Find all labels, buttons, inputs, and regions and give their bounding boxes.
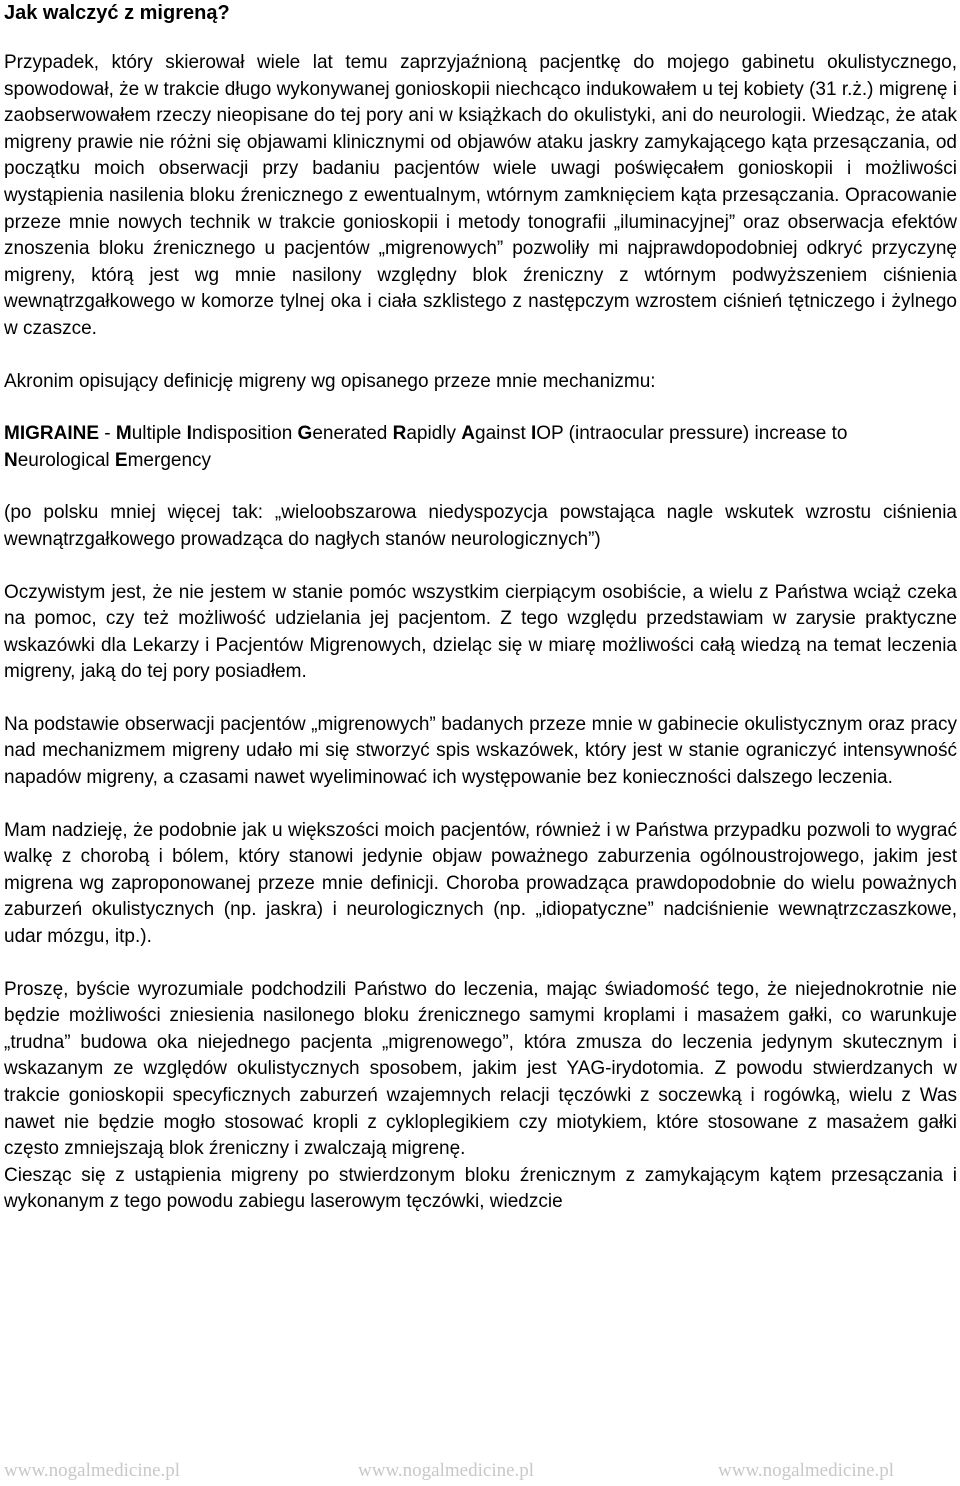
paragraph-treatment: Proszę, byście wyrozumiale podchodzili Państwo do leczenia, mając świadomość tego, że niejednokrotnie nie będzie możliwości zniesienia nasilonego bloku źrenicznego samymi kroplami i masażem gałki, co warunkuje „trudna” budowa oka niejednego pacjenta „migrenowego”, która zmusza do leczenia jedynym skutecznym i wskazanym ze względów okulistycznych sposobem, jakim jest YAG-irydotomia. Z powodu stwierdzanych w trakcie gonioskopii specyficznych zaburzeń wzajemnych relacji tęczówki z soczewką i rogówką, wielu z Was nawet nie będzie mogło stosować kropli z cykloplegikiem czy miotykiem, które stosowane z masażem gałki często zmniejszają blok źreniczny i zwalczają migrenę.: [4, 978, 957, 1160]
acronym-letter: R: [392, 423, 407, 445]
acronym-letter: N: [4, 449, 18, 471]
acronym-text: ndisposition: [191, 423, 298, 445]
acronym-letter: M: [115, 423, 132, 445]
acronym-text: ultiple: [131, 423, 187, 445]
acronym-letter: A: [461, 423, 476, 445]
acronym-definition: [4, 421, 957, 474]
acronym-text: eurological: [17, 449, 115, 471]
acronym-letter: G: [297, 423, 313, 445]
paragraph-intro: Przypadek, który skierował wiele lat temu zaprzyjaźnioną pacjentkę do mojego gabinetu okulistycznego, spowodował, że w trakcie długo wykonywanej gonioskopii niechcąco indukowałem u tej kobiety (31 r.ż.) migrenę i zaobserwowałem rzeczy nieopisane do tej pory ani w książkach do okulistyki, ani do neurologii. Wiedząc, że atak migreny prawie nie różni się objawami klinicznymi od objawów ataku jaskry zamykającego kąta przesączania, od początku moich obserwacji przy badaniu pacjentów wiele uwagi poświęcałem gonioskopii i możliwości wystąpienia nasilenia bloku źrenicznego z ewentualnym, wtórnym zamknięciem kąta przesączania. Opracowanie przeze mnie nowych technik w trakcie gonioskopii i metody tonografii „iluminacyjnej” oraz obserwacja efektów znoszenia bloku źrenicznego u pacjentów „migrenowych” pozwoliły mi najprawdopodobniej odkryć przyczynę migreny, którą jest wg mnie nasilony względny blok źreniczny z wtórnym podwyższeniem ciśnienia wewnątrzgałkowego w komorze tylnej oka i ciała szklistego z następczym wzrostem ciśnień tętniczego i żylnego w czaszce.: [4, 52, 957, 339]
acronym-text: apidly: [406, 423, 462, 445]
paragraph-hope: Mam nadzieję, że podobnie jak u większości moich pacjentów, również i w Państwa przypadku pozwoli to wygrać walkę z chorobą i bólem, który stanowi jedynie objaw poważnego zaburzenia ogólnoustrojowego, jakim jest migrena wg zaproponowanej przeze mnie definicji. Choroba prowadząca prawdopodobnie do wielu poważnych zaburzeń okulistycznych (np. jaskra) i neurologicznych (np. „idiopatyczne” nadciśnienie wewnątrzczaszkowe, udar mózgu, itp.).: [4, 819, 957, 948]
footer-url: www.nogalmedicine.pl: [358, 1460, 535, 1481]
footer-url: www.nogalmedicine.pl: [718, 1460, 895, 1481]
footer-url: www.nogalmedicine.pl: [4, 1460, 181, 1481]
acronym-letter: I: [186, 423, 192, 445]
paragraph-polish-translation: (po polsku mniej więcej tak: „wieloobszarowa niedyspozycja powstająca nagle wskutek wzrostu ciśnienia wewnątrzgałkowego prowadząca do nagłych stanów neurologicznych”): [4, 502, 957, 550]
acronym-letter: E: [114, 449, 128, 471]
acronym-text: mergency: [127, 449, 212, 471]
acronym-text: -: [99, 423, 116, 445]
paragraph-acronym-intro: Akronim opisujący definicję migreny wg opisanego przeze mnie mechanizmu:: [4, 370, 656, 392]
document-page: [4, 0, 957, 1216]
paragraph-observations: Na podstawie obserwacji pacjentów „migrenowych” badanych przeze mnie w gabinecie okulistycznym oraz pracy nad mechanizmem migreny udało mi się stworzyć spis wskazówek, który jest w stanie ograniczyć intensywność napadów migreny, a czasami nawet wyeliminować ich występowanie bez konieczności dalszego leczenia.: [4, 713, 957, 789]
document-title: Jak walczyć z migreną?: [4, 2, 230, 24]
paragraph-help: Oczywistym jest, że nie jestem w stanie pomóc wszystkim cierpiącym osobiście, a wielu z Państwa wciąż czeka na pomoc, czy też możliwość udzielania jej pacjentom. Z tego względu przedstawiam w zarysie praktyczne wskazówki dla Lekarzy i Pacjentów Migrenowych, dzieląc się w miarę możliwości całą wiedzą na temat leczenia migreny, jaką do tej pory posiadłem.: [4, 581, 957, 683]
acronym-text: enerated: [312, 423, 393, 445]
paragraph-laser: Ciesząc się z ustąpienia migreny po stwierdzonym bloku źrenicznym z zamykającym kątem przesączania i wykonanym z tego powodu zabiegu laserowym tęczówki, wiedzcie: [4, 1164, 957, 1213]
acronym-letter: I: [531, 423, 537, 445]
acronym-text: gainst: [475, 423, 531, 445]
acronym-letter: MIGRAINE: [4, 423, 99, 445]
acronym-text: OP (intraocular pressure) increase to: [536, 423, 848, 445]
